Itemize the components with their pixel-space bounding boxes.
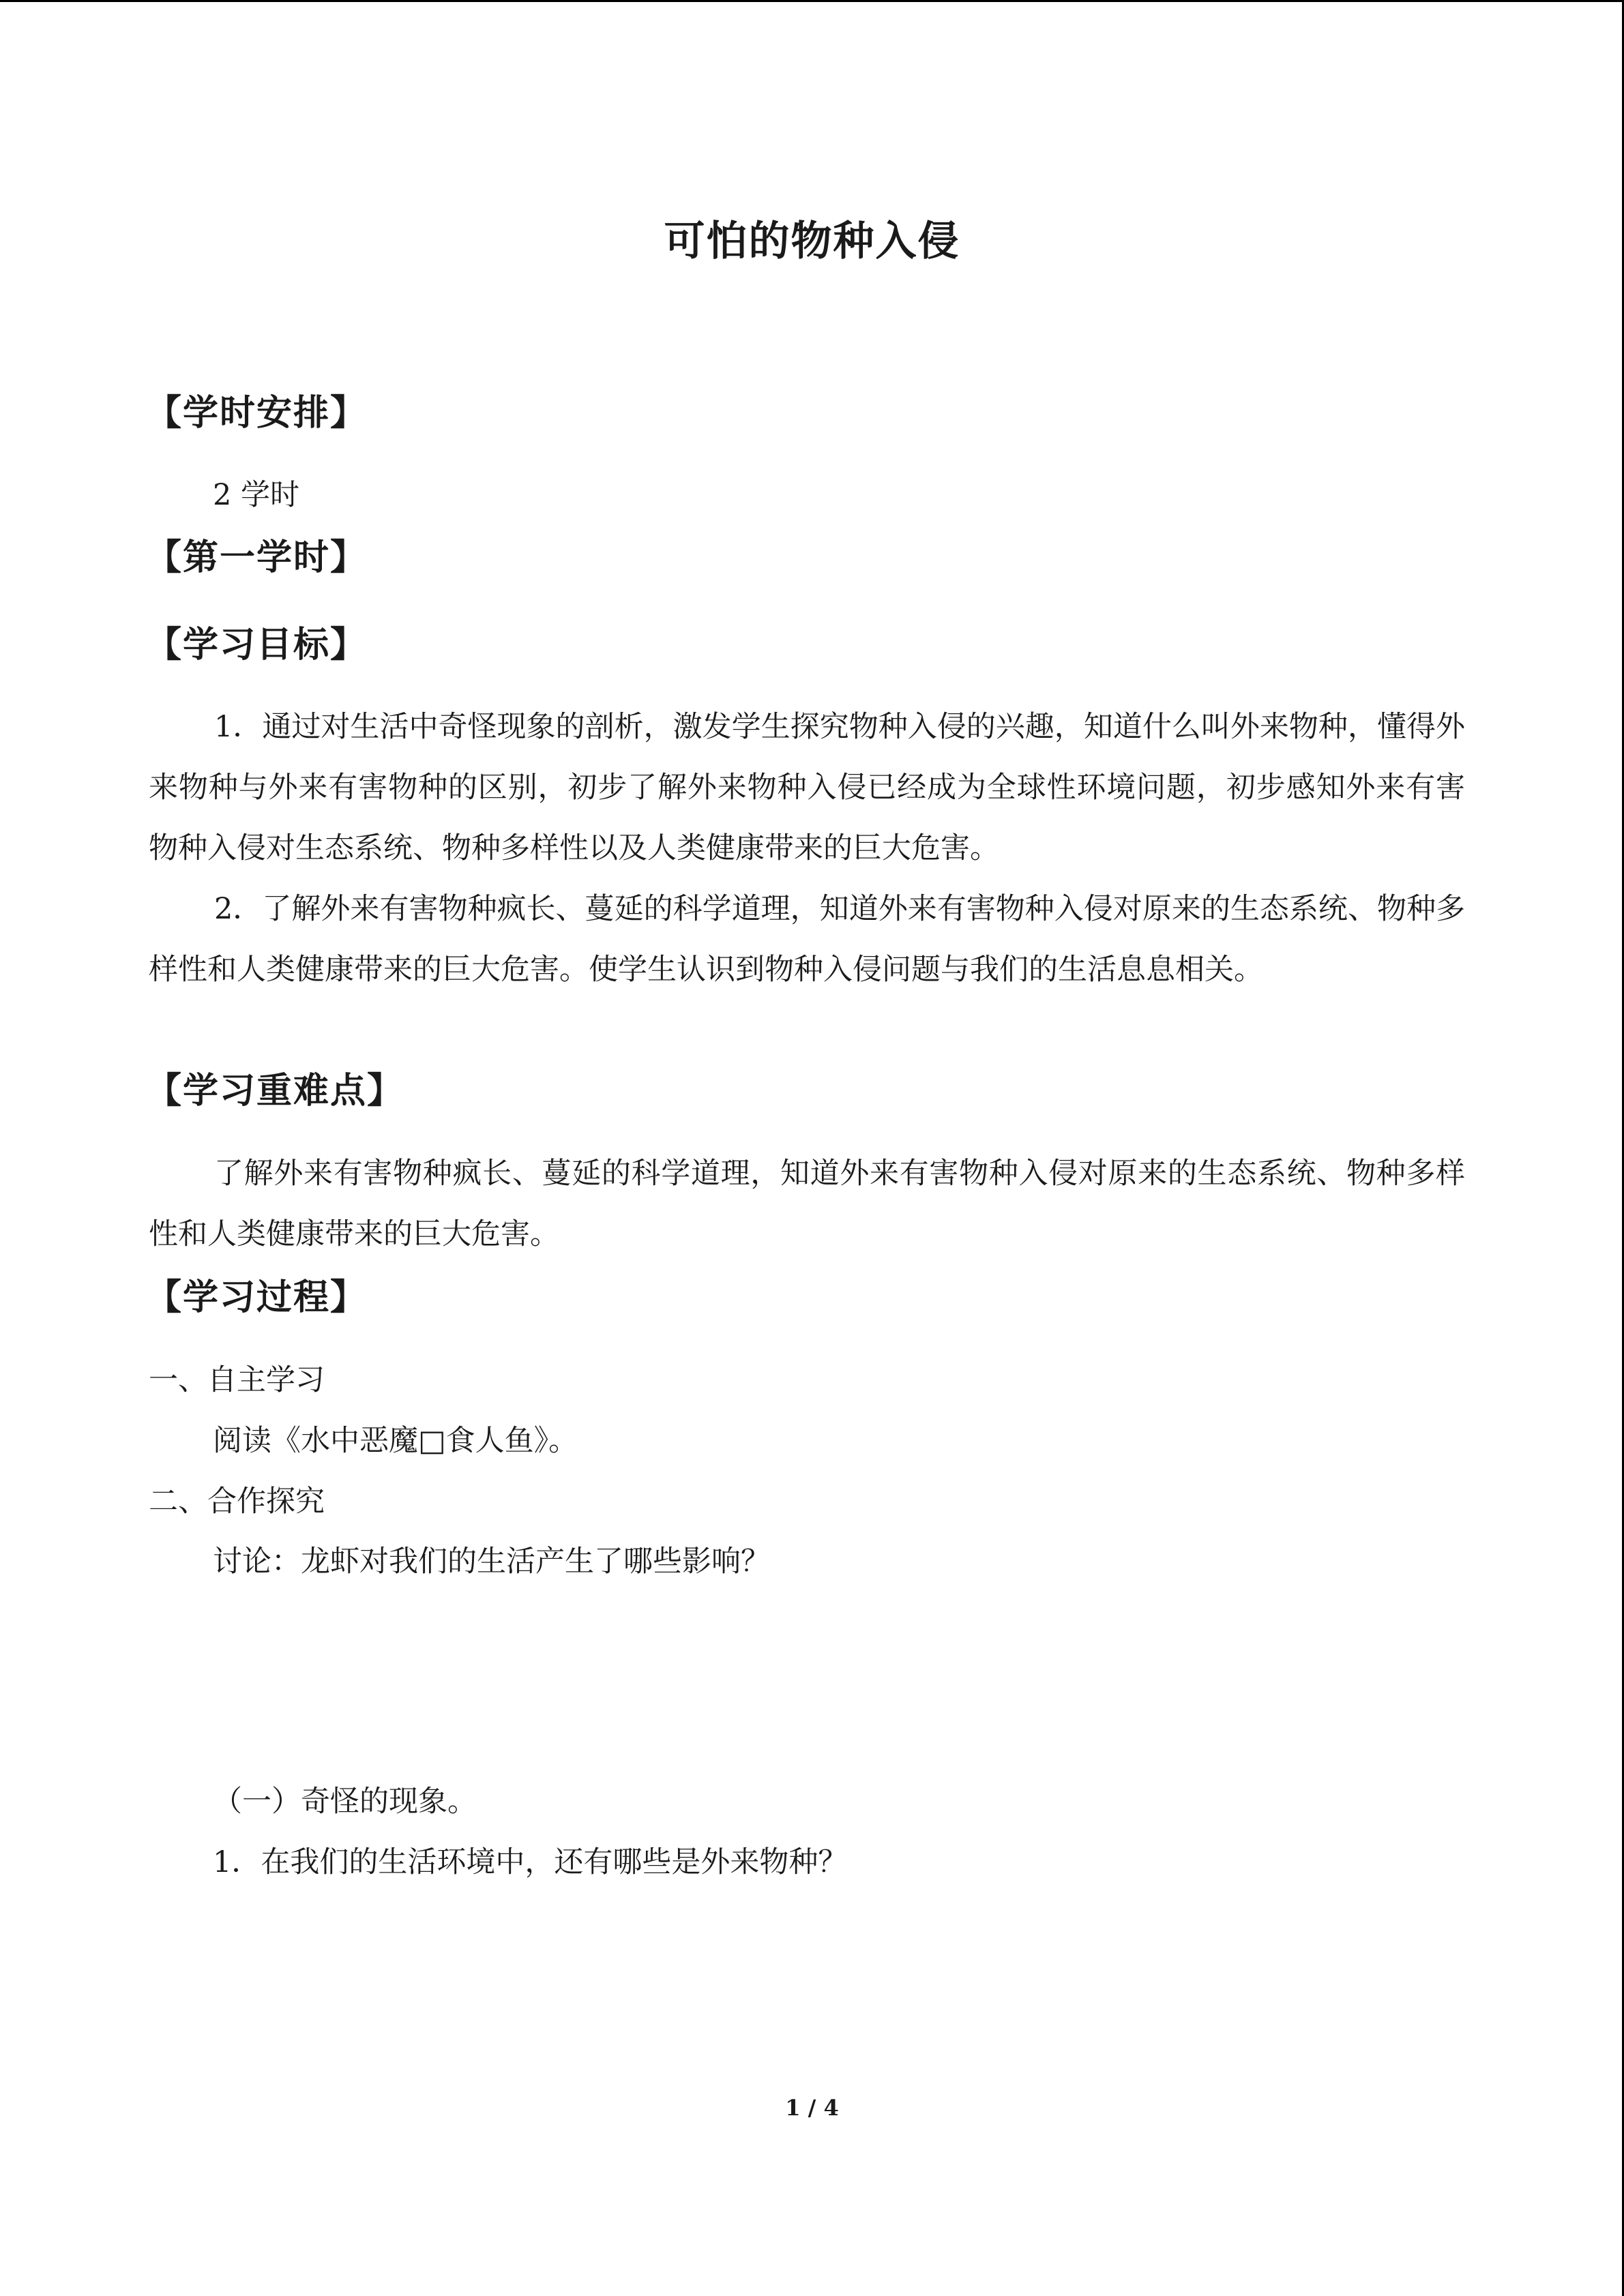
strange-phenomena-label: （一）奇怪的现象。 (213, 1785, 477, 1819)
schedule-heading: 【学时安排】 (146, 393, 368, 434)
discussion-text: 讨论：龙虾对我们的生活产生了哪些影响？ (213, 1545, 770, 1579)
cooperative-label: 二、合作探究 (149, 1485, 325, 1519)
goal-item-1: 1．通过对生活中奇怪现象的剖析，激发学生探究物种入侵的兴趣，知道什么叫外来物种，懂得外来物种与外来有害物种的区别，初步了解外来物种入侵已经成为全球性环境问题，初步感知外来有害物种入侵对生态系统、物种多样性以及人类健康带来的巨大危害。 (149, 710, 1465, 865)
key-points-heading: 【学习重难点】 (146, 1071, 404, 1112)
self-study-text: 阅读《水中恶魔□食人鱼》。 (213, 1424, 578, 1458)
schedule-text: 2 学时 (213, 478, 300, 512)
goals-heading: 【学习目标】 (146, 625, 368, 666)
key-points-text: 了解外来有害物种疯长、蔓延的科学道理，知道外来有害物种入侵对原来的生态系统、物种多样性和人类健康带来的巨大危害。 (149, 1157, 1465, 1251)
first-lesson-heading: 【第一学时】 (146, 537, 368, 578)
self-study-label: 一、自主学习 (149, 1363, 325, 1397)
process-heading: 【学习过程】 (146, 1277, 368, 1318)
page-number: 1 / 4 (785, 2095, 839, 2121)
goal-item-2: 2．了解外来有害物种疯长、蔓延的科学道理，知道外来有害物种入侵对原来的生态系统、物种多样性和人类健康带来的巨大危害。使学生认识到物种入侵问题与我们的生活息息相关。 (149, 892, 1465, 987)
question-item-1: 1．在我们的生活环境中，还有哪些是外来物种？ (213, 1845, 848, 1879)
document-title: 可怕的物种入侵 (664, 218, 960, 265)
